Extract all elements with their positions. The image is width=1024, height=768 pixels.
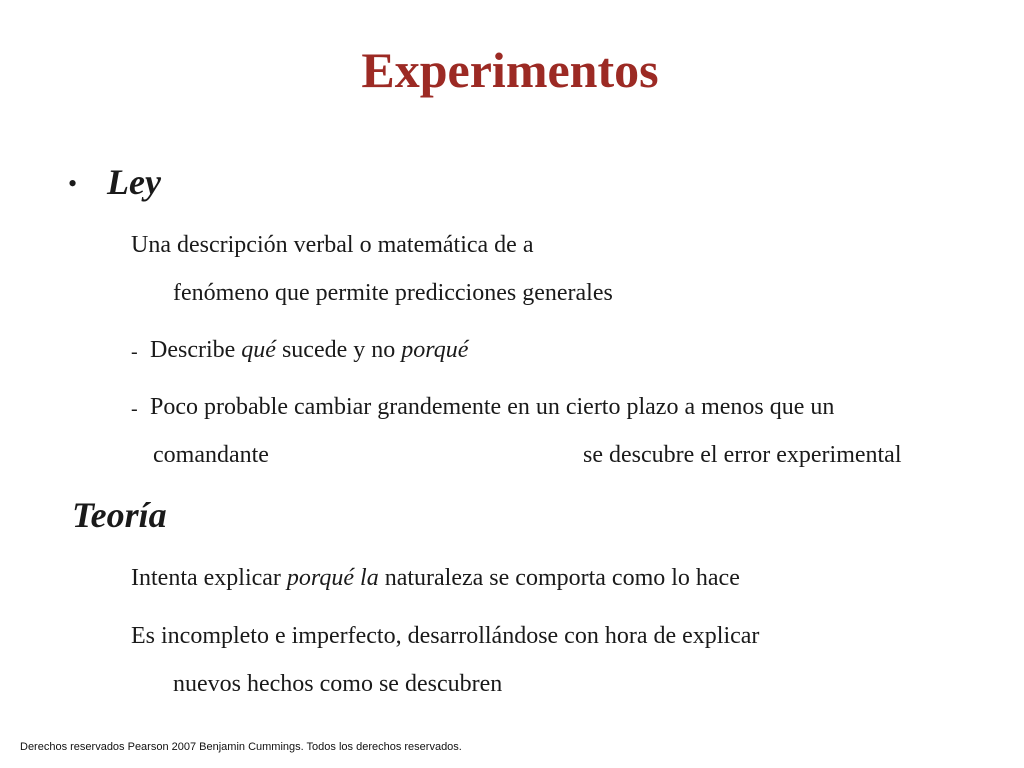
law-point1-text-b: qué xyxy=(241,337,276,363)
law-description-line1: Una descripción verbal o matemática de a xyxy=(131,232,534,258)
theory-line1 xyxy=(131,563,740,593)
law-point1-text-c: sucede y no xyxy=(275,337,402,363)
law-point1-text-a: Describe xyxy=(150,337,242,363)
slide-title-text: Experimentos xyxy=(361,42,659,98)
law-point1-dash: - xyxy=(131,341,138,363)
law-point1-text-d: porqué xyxy=(401,337,469,363)
law-heading: Ley xyxy=(107,162,161,202)
copyright-footer: Derechos reservados Pearson 2007 Benjamin Cummings. Todos los derechos reservados. xyxy=(20,741,462,753)
law-point1-text xyxy=(150,335,468,365)
bullet-icon: • xyxy=(68,169,78,198)
theory-heading: Teoría xyxy=(72,495,167,535)
law-point2-line2-right: se descubre el error experimental xyxy=(583,442,902,468)
theory-line1-text-a: Intenta explicar xyxy=(131,565,287,591)
theory-line2: Es incompleto e imperfecto, desarrollándose con hora de explicar xyxy=(131,623,760,649)
theory-line1-text-b: porqué la xyxy=(286,565,379,591)
law-description-line2: fenómeno que permite predicciones generales xyxy=(173,280,613,306)
law-point2-line2-left: comandante xyxy=(153,442,269,468)
theory-line1-text-c: naturaleza se comporta como lo hace xyxy=(378,565,740,591)
theory-line3: nuevos hechos como se descubren xyxy=(173,671,503,697)
slide-title xyxy=(0,38,1024,102)
law-point2-line1: Poco probable cambiar grandemente en un cierto plazo a menos que un xyxy=(150,394,835,420)
law-point2-dash: - xyxy=(131,398,138,420)
